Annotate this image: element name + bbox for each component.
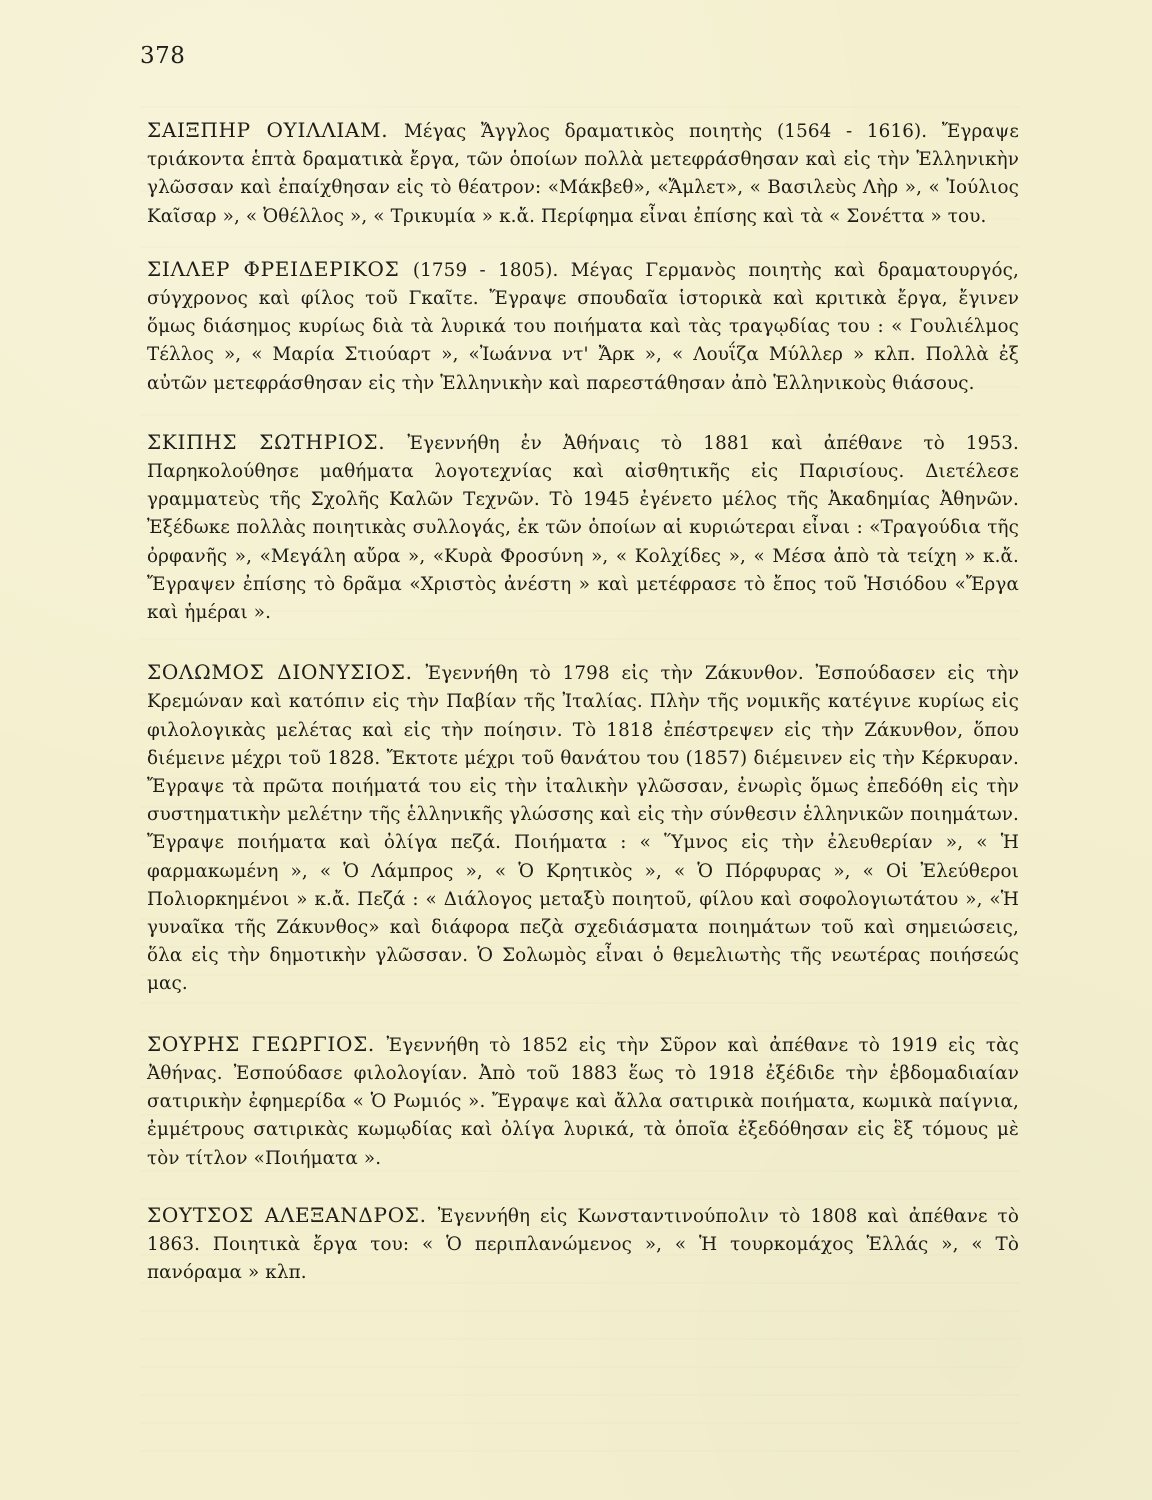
- entry-heading: ΣΑΙΞΠΗΡ ΟΥΙΛΛΙΑΜ.: [147, 118, 404, 142]
- entry-body: Ἐγεννήθη τὸ 1852 εἰς τὴν Σῦρον καὶ ἀπέθανε τὸ 1919 εἰς τὰς Ἀθήνας. Ἐσπούδασε φιλολογίαν. Ἀπὸ τοῦ 1883 ἕως τὸ 1918 ἐξέδιδε τὴν ἑβδομαδιαίαν σατιρικὴν ἐφημερίδα « Ὁ Ρωμιός ». Ἔγραψε καὶ ἄλλα σατιρικὰ ποιήματα, κωμικὰ παίγνια, ἐμμέτρους σατιρικὰς κωμῳδίας καὶ ὀλίγα λυρικά, τὰ ὁποῖα ἐξεδόθησαν εἰς ἓξ τόμους μὲ τὸν τίτλον «Ποιήματα ».: [147, 1034, 1019, 1169]
- entry-body: Ἐγεννήθη εἰς Κωνσταντινούπολιν τὸ 1808 καὶ ἀπέθανε τὸ 1863. Ποιητικὰ ἔργα του: « Ὁ περιπλανώμενος », « Ἡ τουρκομάχος Ἑλλάς », « Τὸ πανόραμα » κλπ.: [147, 1205, 1019, 1284]
- entry-solomos: [147, 658, 1019, 998]
- entry-soutsos: [147, 1201, 1019, 1288]
- entry-skipis: [147, 428, 1019, 627]
- entry-heading: ΣΚΙΠΗΣ ΣΩΤΗΡΙΟΣ.: [147, 429, 408, 454]
- entry-souris: [147, 1030, 1019, 1173]
- entry-body: (1759 - 1805). Μέγας Γερμανὸς ποιητὴς καὶ δραματουργός, σύγχρονος καὶ φίλος τοῦ Γκαῖτε. Ἔγραψε σπουδαῖα ἱστορικὰ καὶ κριτικὰ ἔργα, ἔγινεν ὅμως διάσημος κυρίως διὰ τὰ λυρικά του ποιήματα καὶ τὰς τραγῳδίας του : « Γουλιέλμος Τέλλος », « Μαρία Στιούαρτ », «Ἰωάννα ντ' Ἄρκ », « Λουΐζα Μύλλερ » κλπ. Πολλὰ ἐξ αὐτῶν μετεφράσθησαν εἰς τὴν Ἑλληνικὴν καὶ παρεστάθησαν ἀπὸ Ἑλληνικοὺς θιάσους.: [147, 259, 1019, 394]
- entry-body: Ἐγεννήθη ἐν Ἀθήναις τὸ 1881 καὶ ἀπέθανε τὸ 1953. Παρηκολούθησε μαθήματα λογοτεχνίας καὶ αἰσθητικῆς εἰς Παρισίους. Διετέλεσε γραμματεὺς τῆς Σχολῆς Καλῶν Τεχνῶν. Τὸ 1945 ἐγένετο μέλος τῆς Ἀκαδημίας Ἀθηνῶν. Ἐξέδωκε πολλὰς ποιητικὰς συλλογάς, ἐκ τῶν ὁποίων αἱ κυριώτεραι εἶναι : «Τραγούδια τῆς ὀρφανῆς », «Μεγάλη αὔρα », «Κυρὰ Φροσύνη », « Κολχίδες », « Μέσα ἀπὸ τὰ τείχη » κ.ἄ. Ἔγραψεν ἐπίσης τὸ δρᾶμα «Χριστὸς ἀνέστη » καὶ μετέφρασε τὸ ἔπος τοῦ Ἡσιόδου «Ἔργα καὶ ἡμέραι ».: [147, 432, 1019, 624]
- entry-heading: ΣΙΛΛΕΡ ΦΡΕΙΔΕΡΙΚΟΣ: [147, 256, 413, 281]
- page-number: 378: [140, 43, 186, 69]
- entry-heading: ΣΟΥΡΗΣ ΓΕΩΡΓΙΟΣ.: [147, 1031, 387, 1056]
- entry-shakespeare: [147, 116, 1019, 231]
- entry-heading: ΣΟΛΩΜΟΣ ΔΙΟΝΥΣΙΟΣ.: [147, 660, 426, 685]
- entry-heading: ΣΟΥΤΣΟΣ ΑΛΕΞΑΝΔΡΟΣ.: [147, 1202, 438, 1227]
- entry-schiller: [147, 255, 1019, 398]
- entry-body: Μέγας Ἄγγλος δραματικὸς ποιητὴς (1564 - 1616). Ἔγραψε τριάκοντα ἑπτὰ δραματικὰ ἔργα, τῶν ὁποίων πολλὰ μετεφράσθησαν καὶ εἰς τὴν Ἑλληνικὴν γλῶσσαν καὶ ἐπαίχθησαν εἰς τὸ θέατρον: «Μάκβεθ», «Ἄμλετ», « Βασιλεὺς Λὴρ », « Ἰούλιος Καῖσαρ », « Ὀθέλλος », « Τρικυμία » κ.ἄ. Περίφημα εἶναι ἐπίσης καὶ τὰ « Σονέττα » του.: [147, 121, 1019, 227]
- entry-body: Ἐγεννήθη τὸ 1798 εἰς τὴν Ζάκυνθον. Ἐσπούδασεν εἰς τὴν Κρεμώναν καὶ κατόπιν εἰς τὴν Παβίαν τῆς Ἰταλίας. Πλὴν τῆς νομικῆς κατέγινε κυρίως εἰς φιλολογικὰς μελέτας καὶ εἰς τὴν ποίησιν. Τὸ 1818 ἐπέστρεψεν εἰς τὴν Ζάκυνθον, ὅπου διέμεινε μέχρι τοῦ 1828. Ἔκτοτε μέχρι τοῦ θανάτου του (1857) διέμεινεν εἰς τὴν Κέρκυραν. Ἔγραψε τὰ πρῶτα ποιήματά του εἰς τὴν ἰταλικὴν γλῶσσαν, ἐνωρὶς ὅμως ἐπεδόθη εἰς τὴν συστηματικὴν μελέτην τῆς ἑλληνικῆς γλώσσης καὶ εἰς τὴν σύνθεσιν ἑλληνικῶν ποιημάτων. Ἔγραψε ποιήματα καὶ ὀλίγα πεζά. Ποιήματα : « Ὕμνος εἰς τὴν ἐλευθερίαν », « Ἡ φαρμακωμένη », « Ὁ Λάμπρος », « Ὁ Κρητικὸς », « Ὁ Πόρφυρας », « Οἱ Ἐλεύθεροι Πολιορκημένοι » κ.ἄ. Πεζά : « Διάλογος μεταξὺ ποιητοῦ, φίλου καὶ σοφολογιωτάτου », «Ἡ γυναῖκα τῆς Ζάκυνθος» καὶ διάφορα πεζὰ σχεδιάσματα ποιημάτων τοῦ καὶ σημειώσεις, ὅλα εἰς τὴν δημοτικὴν γλῶσσαν. Ὁ Σολωμὸς εἶναι ὁ θεμελιωτὴς τῆς νεωτέρας ποιήσεώς μας.: [147, 663, 1019, 995]
- dictionary-entries: [147, 116, 1019, 1314]
